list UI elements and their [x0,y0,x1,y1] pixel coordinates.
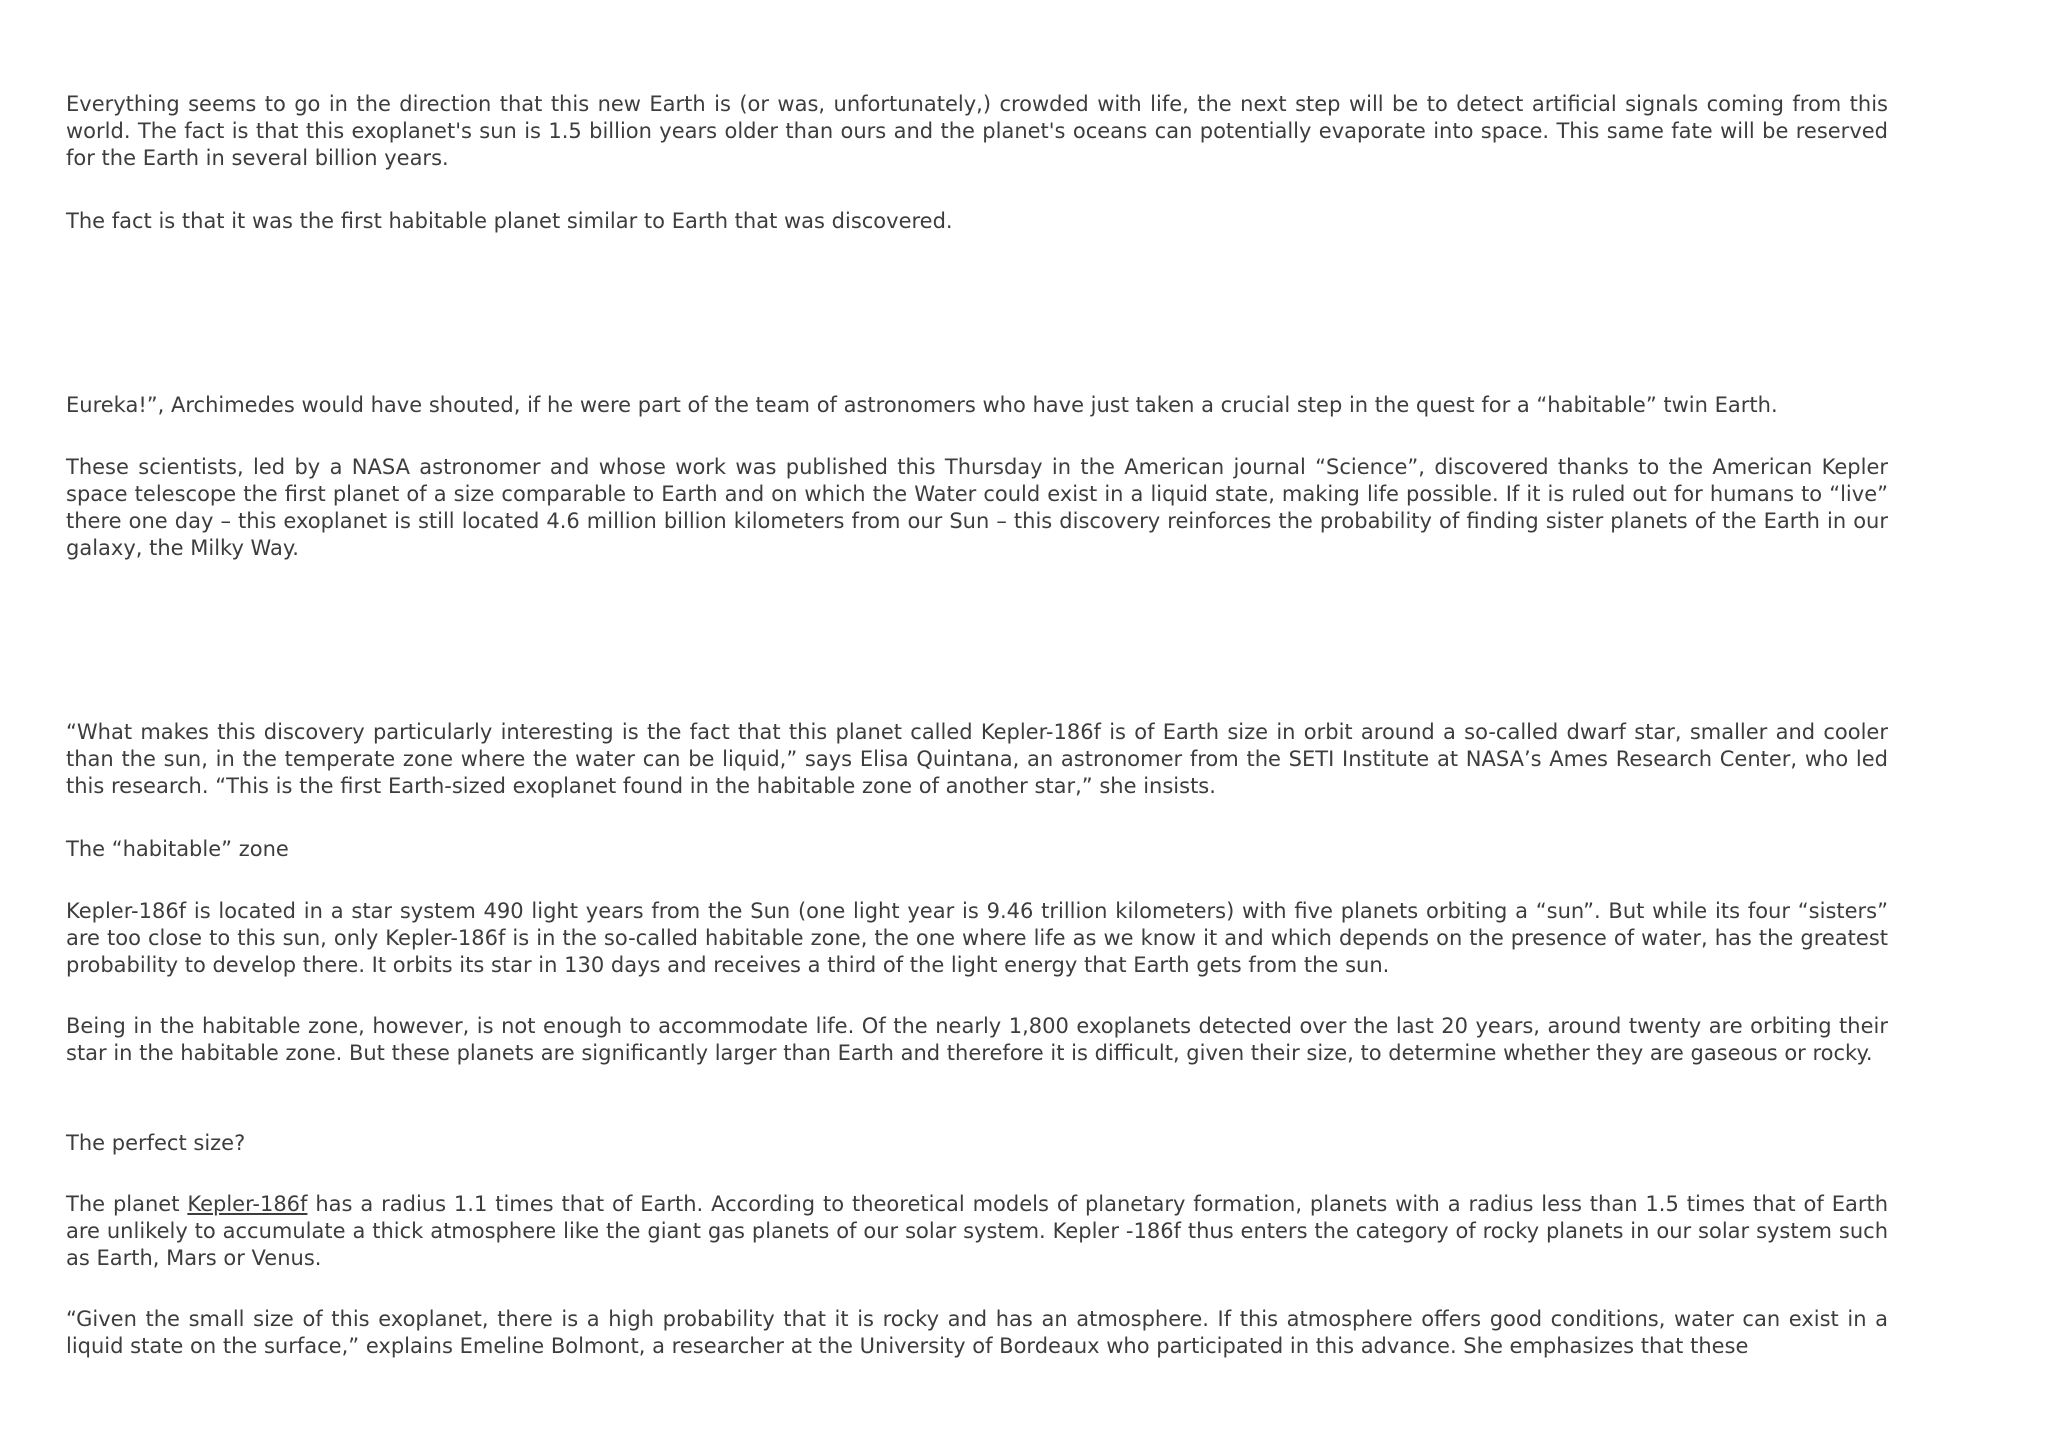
kepler-186f-link[interactable]: Kepler-186f [187,1192,308,1216]
paragraph-radius [66,1191,1888,1272]
paragraph-radius-start: The planet [66,1192,188,1216]
paragraph-star-system: Kepler-186f is located in a star system 490 light years from the Sun (one light year is 9.46 trillion kilometers) with five planets orbiting a “sun”. But while its four “sisters” are too close to this sun, only Kepler-186f is in the so-called habitable zone, the one where life as we know it and which depends on the presence of water, has the greatest probability to develop there. It orbits its star in 130 days and receives a third of the light energy that Earth gets from the sun. [66,899,1888,977]
paragraph-first-habitable: The fact is that it was the first habitable planet similar to Earth that was discovered. [66,209,953,233]
paragraph-habitable-not-enough: Being in the habitable zone, however, is not enough to accommodate life. Of the nearly 1,800 exoplanets detected over the last 20 years, around twenty are orbiting their star in the habitable zone. But these planets are significantly larger than Earth and therefore it is difficult, given their size, to determine whether they are gaseous or rocky. [66,1014,1888,1065]
paragraph-nasa-scientists: These scientists, led by a NASA astronomer and whose work was published this Thursday in the American journal “Science”, discovered thanks to the American Kepler space telescope the first planet of a size comparable to Earth and on which the Water could exist in a liquid state, making life possible. If it is ruled out for humans to “live” there one day – this exoplanet is still located 4.6 million billion kilometers from our Sun – this discovery reinforces the probability of finding sister planets of the Earth in our galaxy, the Milky Way. [66,455,1888,560]
paragraph-radius-end: has a radius 1.1 times that of Earth. According to theoretical models of planetary formation, planets with a radius less than 1.5 times that of Earth are unlikely to accumulate a thick atmosphere like the giant gas planets of our solar system. Kepler -186f thus enters the category of rocky planets in our solar system such as Earth, Mars or Venus. [66,1192,1889,1270]
section-heading-habitable-zone: The “habitable” zone [66,837,289,861]
paragraph-earth-life: Everything seems to go in the direction that this new Earth is (or was, unfortunately,) crowded with life, the next step will be to detect artificial signals coming from this world. The fact is that this exoplanet's sun is 1.5 billion years older than ours and the planet's oceans can potentially evaporate into space. This same fate will be reserved for the Earth in several billion years. [66,92,1888,170]
paragraph-eureka: Eureka!”, Archimedes would have shouted, if he were part of the team of astronomers who have just taken a crucial step in the quest for a “habitable” twin Earth. [66,393,1778,417]
document-page [66,0,1888,1448]
section-heading-perfect-size: The perfect size? [66,1131,246,1155]
paragraph-quintana-quote: “What makes this discovery particularly interesting is the fact that this planet called Kepler-186f is of Earth size in orbit around a so-called dwarf star, smaller and cooler than the sun, in the temperate zone where the water can be liquid,” says Elisa Quintana, an astronomer from the SETI Institute at NASA’s Ames Research Center, who led this research. “This is the first Earth-sized exoplanet found in the habitable zone of another star,” she insists. [66,720,1888,798]
paragraph-bolmont-quote: “Given the small size of this exoplanet, there is a high probability that it is rocky and has an atmosphere. If this atmosphere offers good conditions, water can exist in a liquid state on the surface,” explains Emeline Bolmont, a researcher at the University of Bordeaux who participated in this advance. She emphasizes that these [66,1307,1888,1358]
